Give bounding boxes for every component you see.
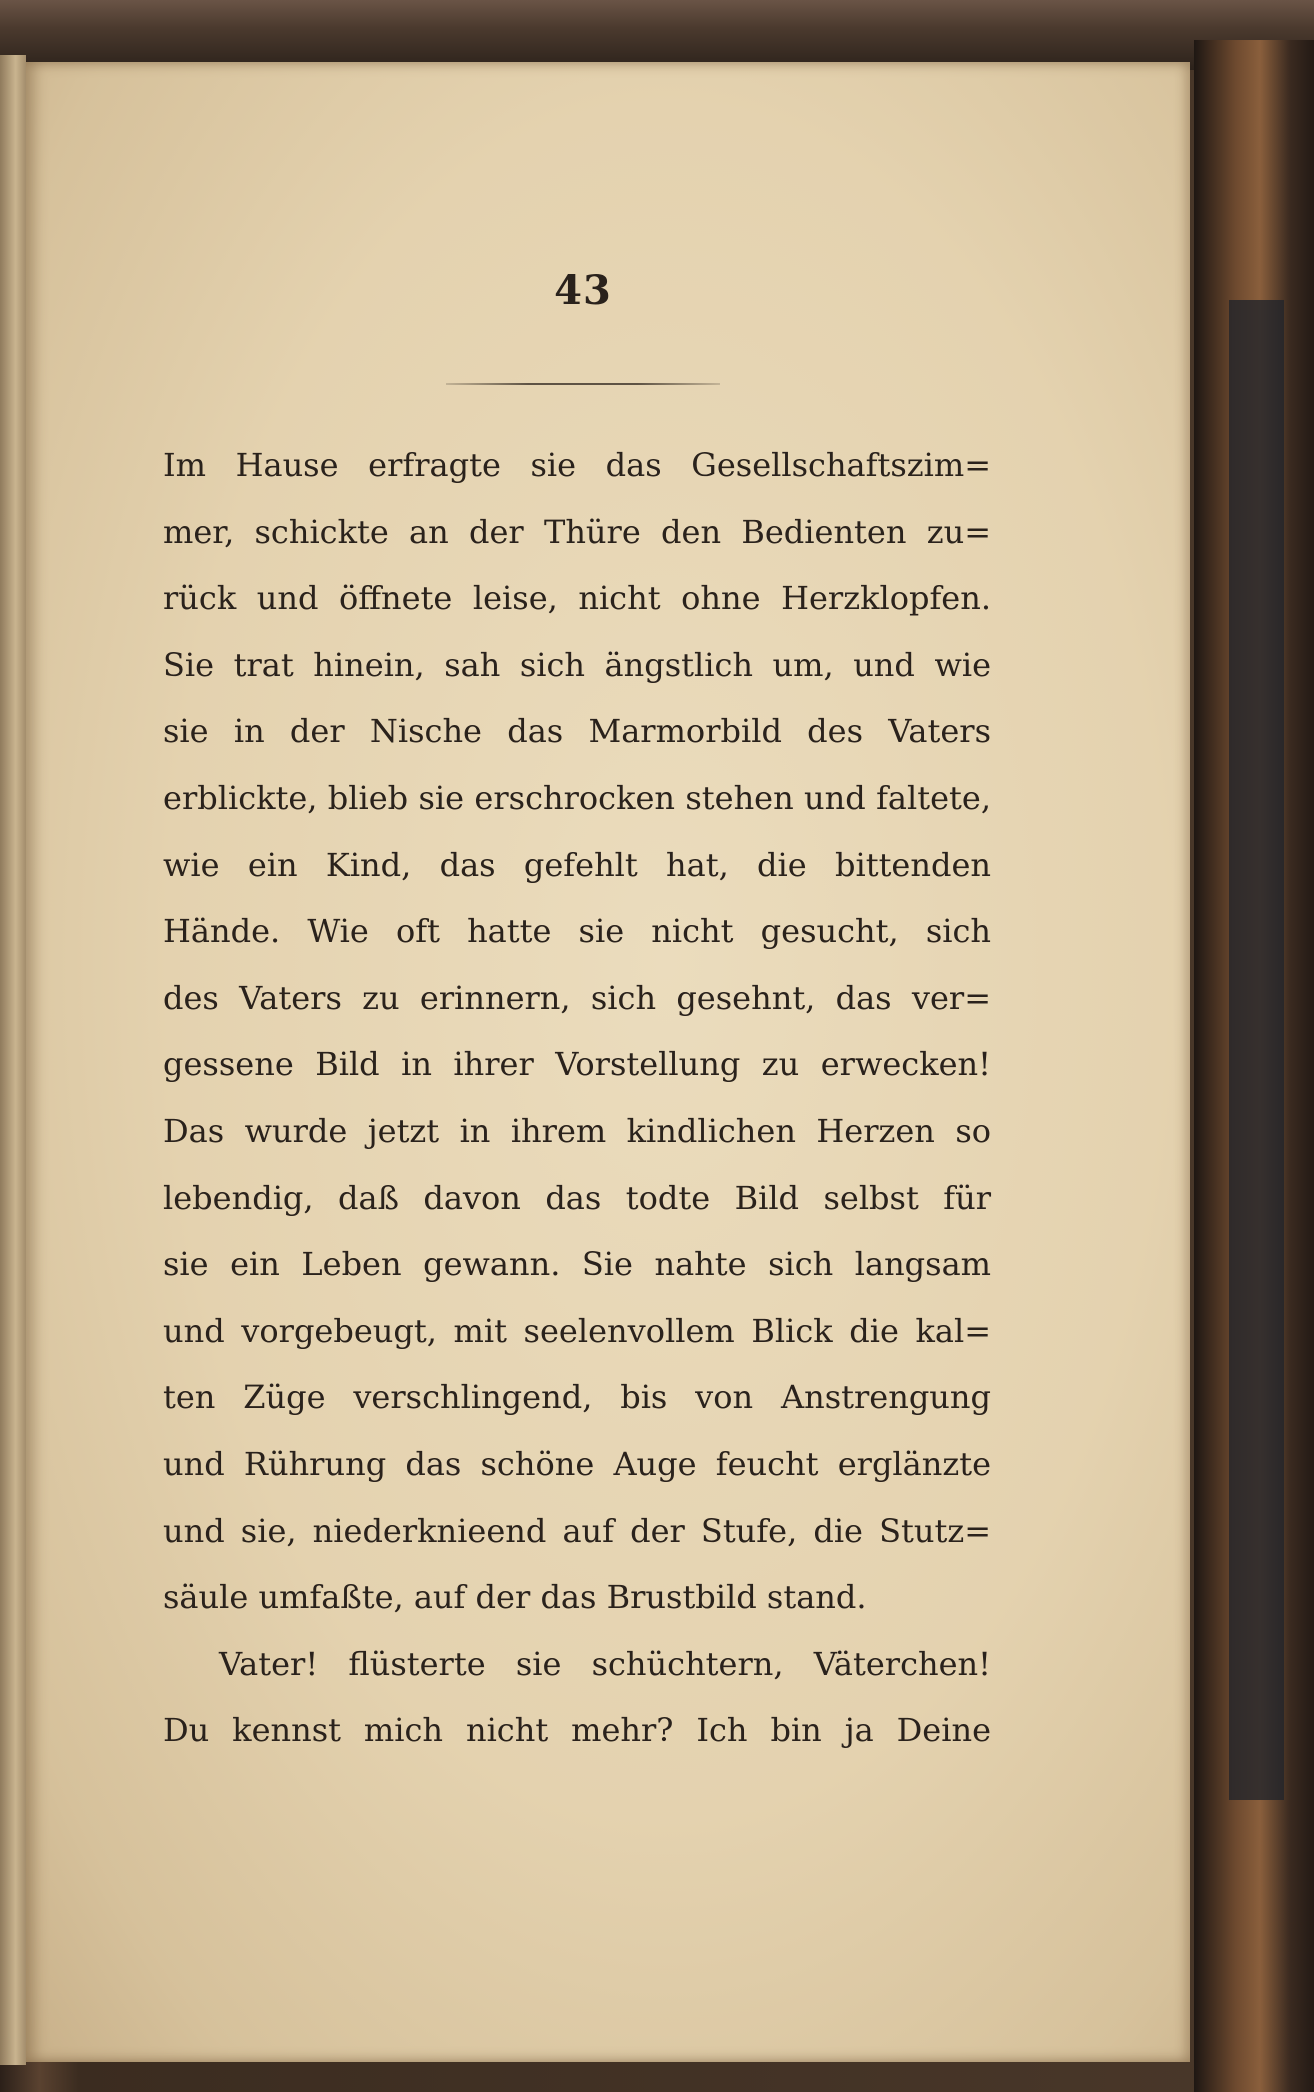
text-line: sie in der Nische das Marmorbild des Vaters bbox=[163, 712, 991, 751]
text-line: rück und öffnete leise, nicht ohne Herzklopfen. bbox=[163, 579, 991, 618]
text-line: Das wurde jetzt in ihrem kindlichen Herzen so bbox=[163, 1111, 991, 1150]
text-line: und vorgebeugt, mit seelenvollem Blick die kal= bbox=[163, 1311, 991, 1350]
text-line: und Rührung das schöne Auge feucht erglänzte bbox=[163, 1444, 991, 1483]
text-line: Vater! flüsterte sie schüchtern, Väterchen! bbox=[219, 1644, 991, 1683]
text-line: Hände. Wie oft hatte sie nicht gesucht, sich bbox=[163, 912, 991, 951]
text-line: sie ein Leben gewann. Sie nahte sich langsam bbox=[163, 1245, 991, 1284]
text-line: gessene Bild in ihrer Vorstellung zu erwecken! bbox=[163, 1045, 991, 1084]
text-line: lebendig, daß davon das todte Bild selbst für bbox=[163, 1178, 991, 1217]
text-line: Im Hause erfragte sie das Gesellschaftszim= bbox=[163, 446, 991, 484]
book-cover-cloth bbox=[1229, 300, 1284, 1800]
header-rule bbox=[446, 383, 720, 385]
text-line: des Vaters zu erinnern, sich gesehnt, das ver= bbox=[163, 978, 991, 1017]
text-line: ten Züge verschlingend, bis von Anstrengung bbox=[163, 1378, 991, 1417]
text-line: Sie trat hinein, sah sich ängstlich um, und wie bbox=[163, 645, 991, 684]
book-top-edge bbox=[0, 0, 1314, 70]
book-page bbox=[26, 62, 1190, 2062]
page-number: 43 bbox=[554, 267, 612, 314]
text-line: wie ein Kind, das gefehlt hat, die bittenden bbox=[163, 845, 991, 884]
text-line: erblickte, blieb sie erschrocken stehen und faltete, bbox=[163, 778, 991, 817]
body-text bbox=[163, 432, 991, 1764]
left-page-edge bbox=[0, 55, 26, 2065]
text-line: mer, schickte an der Thüre den Bedienten zu= bbox=[163, 512, 991, 551]
text-line: und sie, niederknieend auf der Stufe, die Stutz= bbox=[163, 1511, 991, 1550]
text-line: säule umfaßte, auf der das Brustbild stand. bbox=[163, 1578, 867, 1617]
text-line: Du kennst mich nicht mehr? Ich bin ja Deine bbox=[163, 1711, 991, 1750]
